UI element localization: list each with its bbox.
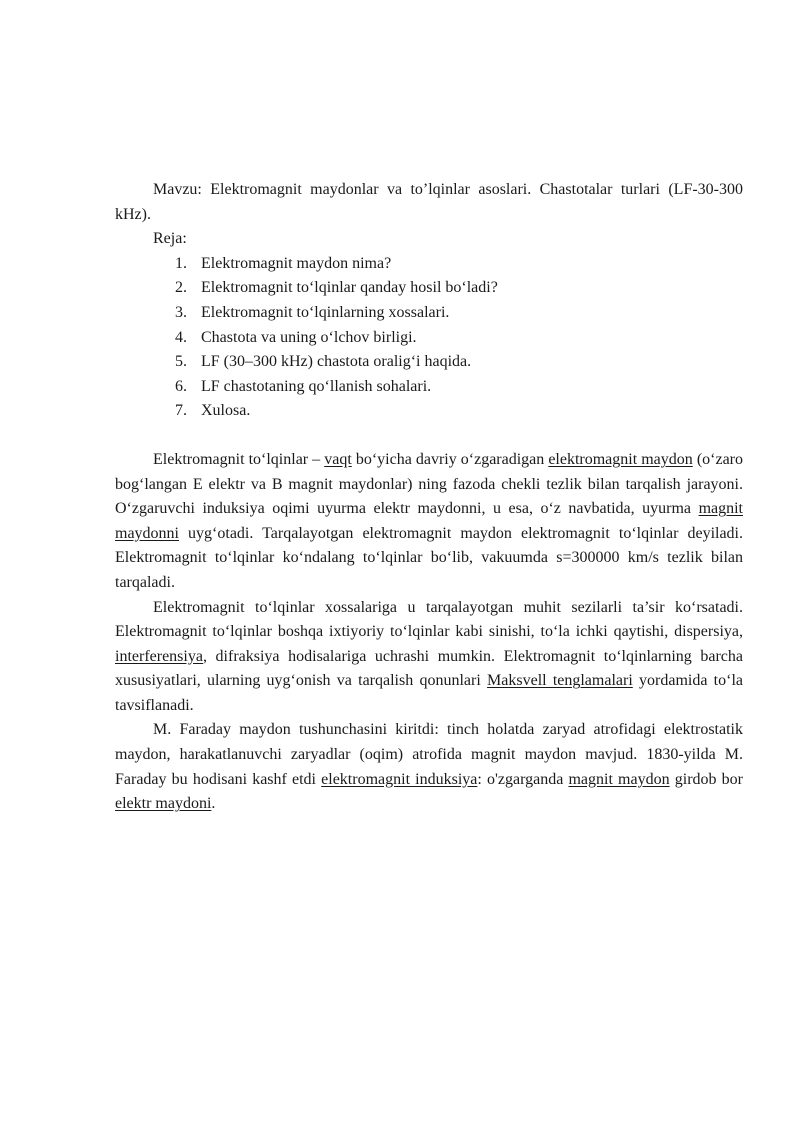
link-maksvell-tenglamalari[interactable]: Maksvell tenglamalari [487, 672, 633, 690]
link-elektr-maydoni[interactable]: elektr maydoni [115, 795, 212, 813]
paragraph-properties: Elektromagnit to‘lqinlar xossalariga u tarqalayotgan muhit sezilarli ta’sir ko‘rsatadi. Elektromagnit to‘lqinlar boshqa ixtiyoriy to‘lqinlar kabi sinishi, to‘la ichki qaytishi, dispersiya, interferensiya, difraksiya hodisalariga uchrashi mumkin. Elektromagnit to‘lqinlarning barcha xususiyatlari, ularning uyg‘onish va tarqalish qonunlari Maksvell tenglamalari yordamida to‘la tavsiflanadi. [115, 598, 743, 714]
paragraph-faraday: M. Faraday maydon tushunchasini kiritdi: tinch holatda zaryad atrofidagi elektrostatik maydon, harakatlanuvchi zaryadlar (oqim) atrofida magnit maydon mavjud. 1830-yilda M. Faraday bu hodisani kashf etdi elektromagnit induksiya: o'zgarganda magnit maydon girdob bor elektr maydoni. [115, 721, 744, 813]
plan-item: 2. Elektromagnit to‘lqinlar qanday hosil bo‘ladi? [175, 279, 498, 297]
plan-item: 3. Elektromagnit to‘lqinlarning xossalari. [175, 303, 450, 321]
link-magnit-maydonni[interactable]: magnit maydonni [115, 500, 743, 542]
plan-item: 1. Elektromagnit maydon nima? [175, 254, 392, 272]
link-elektromagnit-maydon[interactable]: elektromagnit maydon [548, 450, 693, 468]
link-magnit-maydon[interactable]: magnit maydon [568, 770, 670, 788]
plan-item: 6. LF chastotaning qo‘llanish sohalari. [175, 377, 432, 395]
plan-list [115, 252, 743, 424]
link-interferensiya[interactable]: interferensiya [115, 647, 203, 665]
link-elektromagnit-induksiya[interactable]: elektromagnit induksiya [321, 770, 478, 788]
plan-item: 5. LF (30–300 kHz) chastota oralig‘i haqida. [175, 353, 472, 371]
plan-label: Reja: [153, 230, 187, 248]
plan-item: 7. Xulosa. [175, 402, 251, 420]
spacer [115, 424, 743, 448]
document-body [115, 178, 743, 817]
paragraph-em-waves: Elektromagnit to‘lqinlar – vaqt bo‘yicha davriy o‘zgaradigan elektromagnit maydon (o‘zaro bog‘langan E elektr va B magnit maydonlar) ning fazoda chekli tezlik bilan tarqalish jarayoni. O‘zgaruvchi induksiya oqimi uyurma elektr maydonni, u esa, o‘z navbatida, uyurma magnit maydonni uyg‘otadi. Tarqalayotgan elektromagnit maydon elektromagnit to‘lqinlar deyiladi. Elektromagnit to‘lqinlar ko‘ndalang to‘lqinlar bo‘lib, vakuumda s=300000 km/s tezlik bilan tarqaladi. [115, 450, 743, 591]
link-vaqt[interactable]: vaqt [324, 450, 352, 468]
topic-paragraph: Mavzu: Elektromagnit maydonlar va to’lqinlar asoslari. Chastotalar turlari (LF-30-300 kHz). [115, 181, 743, 223]
plan-item: 4. Chastota va uning o‘lchov birligi. [175, 328, 417, 346]
